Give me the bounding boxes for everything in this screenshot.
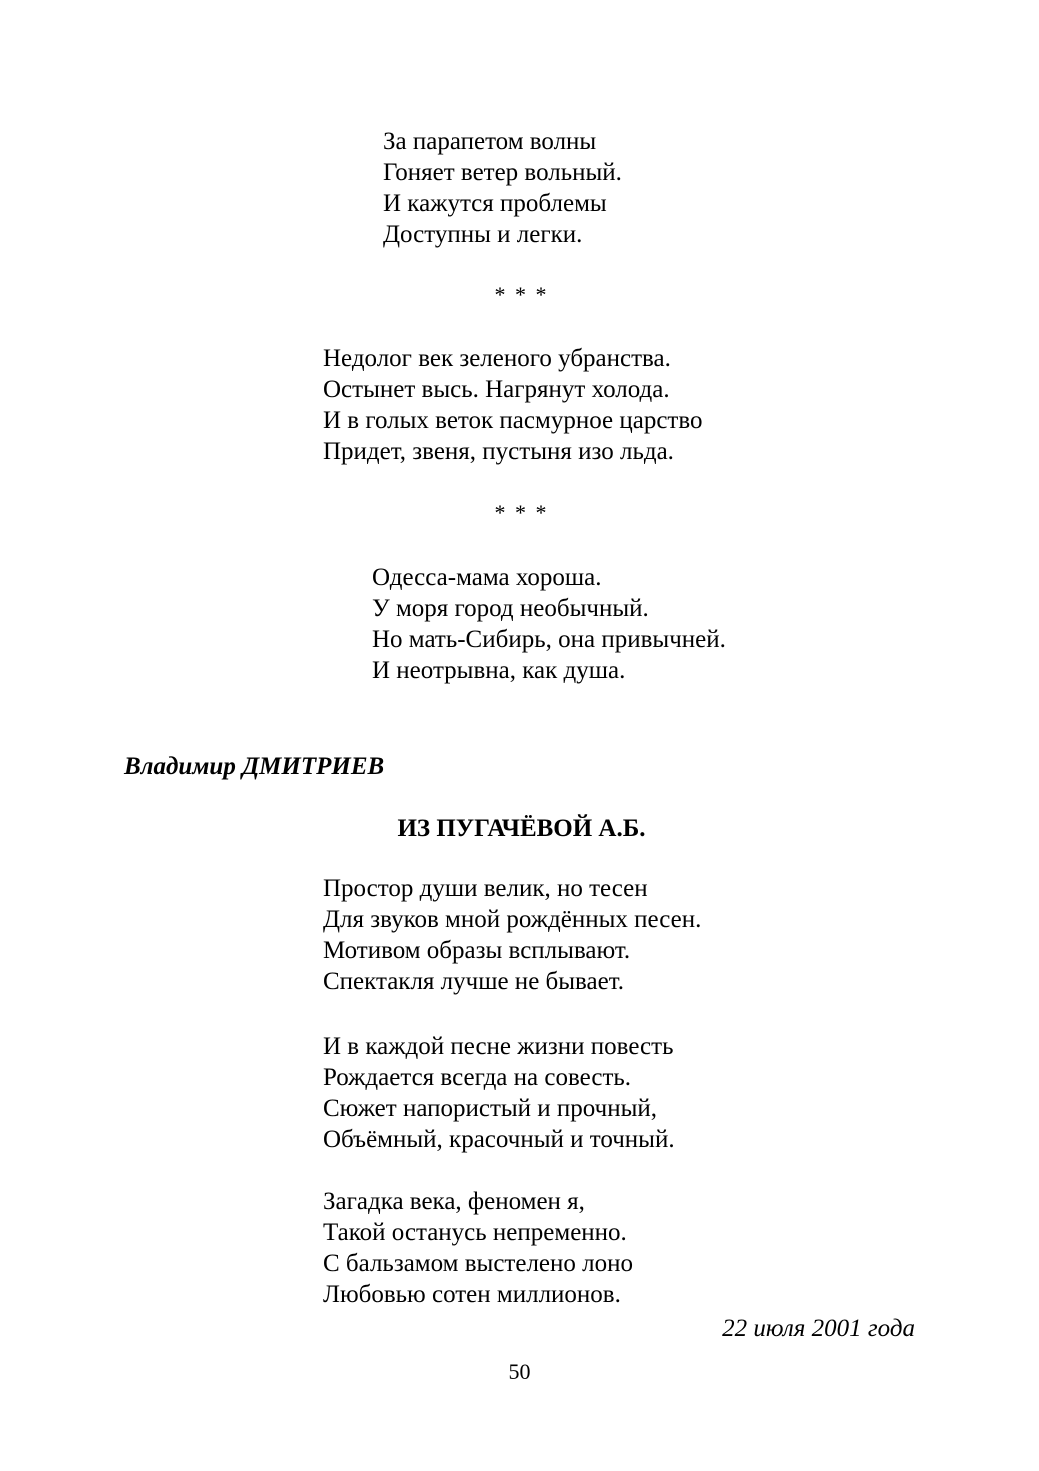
- verse-line: Такой останусь непременно.: [323, 1219, 627, 1246]
- verse-line: Спектакля лучше не бывает.: [323, 968, 625, 995]
- verse-line: Остынет высь. Нагрянут холода.: [323, 376, 670, 403]
- verse-line: Мотивом образы всплывают.: [323, 937, 631, 964]
- verse-line: И кажутся проблемы: [383, 190, 607, 217]
- verse-line: Любовью сотен миллионов.: [323, 1281, 621, 1308]
- poem-stanza-3: [323, 1186, 633, 1310]
- stanza-2: [323, 343, 702, 467]
- verse-line: С бальзамом выстелено лоно: [323, 1250, 633, 1277]
- verse-line: Придет, звеня, пустыня изо льда.: [323, 438, 674, 465]
- verse-line: И неотрывна, как душа.: [372, 657, 626, 684]
- poem-stanza-2: [323, 1031, 675, 1155]
- verse-line: У моря город необычный.: [372, 595, 649, 622]
- verse-line: Гоняет ветер вольный.: [383, 159, 622, 186]
- poem-date: 22 июля 2001 года: [722, 1315, 915, 1342]
- verse-line: Но мать-Сибирь, она привычней.: [372, 626, 726, 653]
- stanza-3: [372, 562, 726, 686]
- verse-line: Рождается всегда на совесть.: [323, 1064, 632, 1091]
- verse-line: Объёмный, красочный и точный.: [323, 1126, 675, 1153]
- verse-line: Сюжет напористый и прочный,: [323, 1095, 658, 1122]
- author-name: Владимир ДМИТРИЕВ: [124, 753, 385, 780]
- stanza-1: [383, 126, 622, 250]
- verse-line: И в голых веток пасмурное царство: [323, 407, 703, 434]
- verse-line: За парапетом волны: [383, 128, 597, 155]
- verse-line: Доступны и легки.: [383, 221, 583, 248]
- verse-line: И в каждой песне жизни повесть: [323, 1033, 674, 1060]
- verse-line: Для звуков мной рождённых песен.: [323, 906, 702, 933]
- verse-line: Простор души велик, но тесен: [323, 875, 648, 902]
- section-separator: * * *: [494, 282, 549, 307]
- poem-title: ИЗ ПУГАЧЁВОЙ А.Б.: [397, 815, 646, 842]
- verse-line: Недолог век зеленого убранства.: [323, 345, 671, 372]
- page-number: 50: [508, 1359, 531, 1384]
- poem-stanza-1: [323, 873, 701, 997]
- verse-line: Одесса-мама хороша.: [372, 564, 602, 591]
- section-separator: * * *: [494, 500, 549, 525]
- verse-line: Загадка века, феномен я,: [323, 1188, 585, 1215]
